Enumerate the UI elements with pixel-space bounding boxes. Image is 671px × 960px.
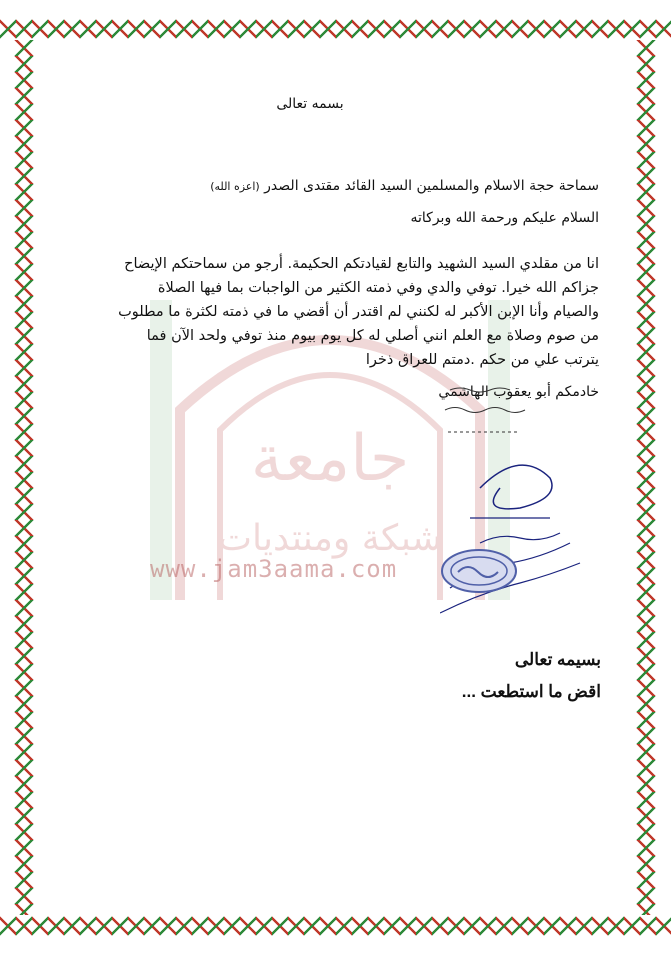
addressee-name: سماحة حجة الاسلام والمسلمين السيد القائد مقتدى الصدر — [264, 178, 599, 194]
answer-title: بسيمه تعالى — [514, 650, 601, 669]
decorative-border-top — [0, 18, 671, 40]
decorative-border-left — [14, 40, 34, 915]
question-line: يترتب علي من حكم .دمتم للعراق ذخرا — [365, 352, 599, 368]
answer-body: اقض ما استطعت ... — [461, 682, 601, 701]
addressee-line — [119, 178, 599, 194]
question-line: من صوم وصلاة مع العلم انني أصلي له كل يوم بيوم منذ توفي ولحد الآن فما — [146, 328, 599, 344]
question-line: جزاكم الله خيرا. توفي والدي وفي ذمته الكثير من الواجبات بما فيها الصلاة — [157, 280, 599, 296]
handwritten-signature — [440, 448, 590, 628]
question-line: والصيام وأنا الإبن الأكبر له لكنني لم اقتدر أن أقضي ما في ذمته لكثرة ما مطلوب — [118, 304, 599, 320]
greeting-line: السلام عليكم ورحمة الله وبركاته — [410, 210, 599, 226]
decorative-border-right — [636, 40, 656, 915]
decorative-border-bottom — [0, 915, 671, 937]
svg-text:جامعة: جامعة — [250, 422, 410, 496]
basmala-heading: بسمه تعالى — [276, 96, 344, 112]
watermark-url: www.jam3aama.com — [150, 555, 398, 583]
handwritten-answer-note — [440, 380, 530, 440]
question-line: انا من مقلدي السيد الشهيد والتابع لقيادتكم الحكيمة. أرجو من سماحتكم الإيضاح — [124, 256, 599, 272]
official-seal — [440, 548, 518, 594]
question-paragraph — [39, 252, 599, 372]
addressee-honorific: (اعزه الله) — [210, 180, 260, 193]
sender-signature: خادمكم أبو يعقوب الهاشمي — [438, 384, 599, 400]
svg-text:شبكة ومنتديات: شبكة ومنتديات — [218, 518, 442, 559]
